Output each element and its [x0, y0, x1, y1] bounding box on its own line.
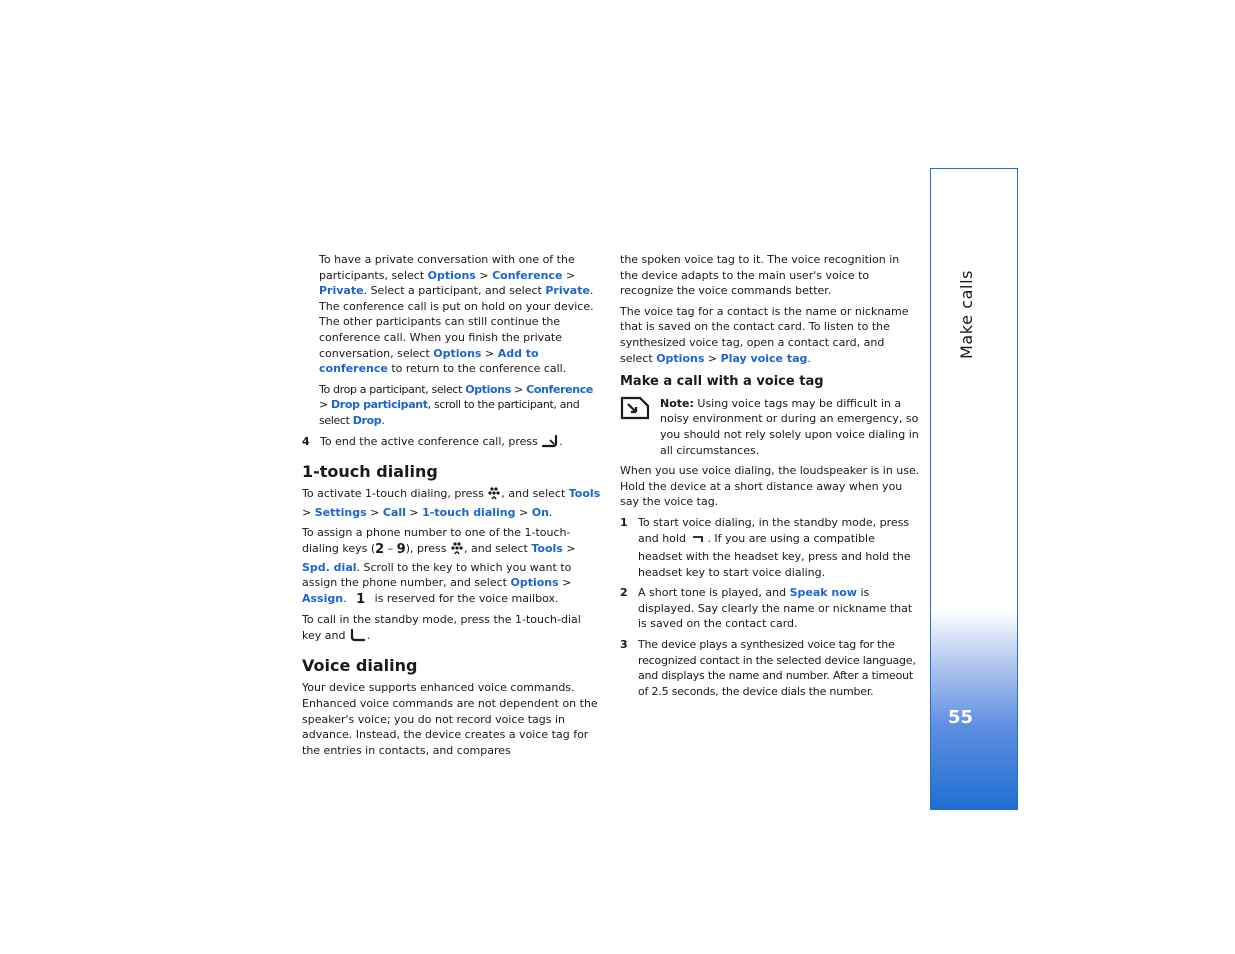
voice-dialing-heading: Voice dialing: [302, 656, 418, 676]
on-link[interactable]: On: [531, 505, 549, 519]
note-box: [620, 396, 920, 458]
left-column: [302, 252, 602, 763]
voice-recognition-paragraph: the spoken voice tag to it. The voice recognition in the device adapts to the main user's voice to recognize the voice commands better.: [620, 253, 900, 298]
text: . Scroll to the key to which you want to assign the phone number, and select: [302, 560, 572, 590]
call-key-icon: [349, 628, 367, 647]
note-icon: [620, 396, 650, 425]
step-number: 3: [620, 638, 628, 652]
text: To have a private conversation with one of the participants, select: [319, 253, 575, 282]
text: .: [366, 628, 371, 642]
settings-link[interactable]: Settings: [314, 505, 367, 519]
text: >: [562, 541, 576, 555]
options-link[interactable]: Options: [427, 268, 476, 282]
step-4: [302, 434, 602, 453]
text: is displayed. Say clearly the name or nickname that is saved on the contact card.: [638, 586, 913, 631]
voice-commands-paragraph: Your device supports enhanced voice commands. Enhanced voice commands are not dependent on the speaker's voice; you do not record voice tags in advance. Instead, the device creates a voice tag for the entries in contacts, and compares: [302, 681, 598, 757]
end-call-key-icon: [541, 434, 559, 453]
activate-one-touch-paragraph: [302, 486, 602, 520]
one-touch-dialing-link[interactable]: 1-touch dialing: [422, 505, 516, 519]
drop-participant-paragraph: [302, 382, 602, 429]
step-number: 4: [302, 434, 310, 448]
play-voice-tag-link[interactable]: Play voice tag: [720, 351, 808, 365]
step-3: [620, 637, 920, 699]
key-2-icon: 2: [375, 541, 385, 557]
text: >: [366, 505, 383, 519]
text: >: [558, 576, 572, 590]
chapter-sidebar: [930, 168, 1018, 810]
add-to-conference-link[interactable]: Add to conference: [319, 346, 539, 376]
text: >: [405, 505, 423, 519]
spd-dial-link[interactable]: Spd. dial: [302, 560, 357, 574]
options-link[interactable]: Options: [656, 351, 705, 365]
text: To start voice dialing, in the standby mode, press and hold: [638, 515, 910, 545]
assign-number-paragraph: [302, 525, 602, 607]
text: .: [807, 351, 811, 365]
text: to return to the conference call.: [387, 362, 567, 376]
text: , and select: [501, 487, 569, 501]
text: To assign a phone number to one of the 1-touch-dialing keys (: [302, 526, 571, 555]
note-label: Note:: [660, 396, 694, 410]
assign-link[interactable]: Assign: [302, 591, 344, 605]
speak-now-text: Speak now: [789, 586, 857, 600]
text: .: [548, 505, 553, 519]
step-1: [620, 515, 920, 580]
text: .: [381, 413, 385, 427]
loudspeaker-paragraph: When you use voice dialing, the loudspeaker is in use. Hold the device at a short distance away when you say the voice tag.: [620, 464, 920, 509]
text: . If you are using a compatible headset with the headset key, press and hold the headset key to start voice dialing.: [638, 531, 911, 579]
standby-call-paragraph: [302, 612, 602, 646]
text: The voice tag for a contact is the name or nickname that is saved on the contact card. To listen to the synthesized voice tag, open a contact card, and select: [620, 304, 909, 365]
text: is reserved for the voice mailbox.: [371, 591, 559, 605]
tools-link[interactable]: Tools: [531, 541, 563, 555]
menu-key-icon: [450, 541, 464, 560]
voice-tag-paragraph: [620, 304, 920, 366]
conference-link[interactable]: Conference: [492, 268, 563, 282]
menu-key-icon: [487, 486, 501, 505]
options-link[interactable]: Options: [510, 576, 559, 590]
text: .: [559, 434, 563, 448]
private-conversation-paragraph: [302, 252, 602, 377]
conference-link[interactable]: Conference: [526, 382, 594, 396]
text: >: [704, 351, 721, 365]
one-touch-dialing-heading: 1-touch dialing: [302, 462, 438, 482]
private-link[interactable]: Private: [545, 284, 590, 298]
text: A short tone is played, and: [638, 586, 790, 600]
step-2: [620, 585, 920, 632]
page-number: 55: [948, 707, 974, 728]
text: , scroll to the participant, and select: [319, 398, 580, 427]
call-link[interactable]: Call: [382, 505, 406, 519]
text: >: [475, 268, 493, 282]
step-number: 2: [620, 586, 628, 600]
text: .: [343, 591, 351, 605]
section-title: Make calls: [957, 269, 976, 359]
key-9-icon: 9: [396, 541, 406, 557]
text: , and select: [464, 541, 532, 555]
text: To call in the standby mode, press the 1-touch-dial key and: [302, 613, 581, 642]
text: . Select a participant, and select: [363, 284, 546, 298]
drop-participant-link[interactable]: Drop participant: [331, 398, 428, 412]
note-text: Using voice tags may be difficult in a noisy environment or during an emergency, so you should not rely solely upon voice dialing in all circumstances.: [660, 396, 919, 457]
text: >: [481, 346, 498, 360]
text: To drop a participant, select: [319, 382, 466, 396]
text: . The conference call is put on hold on your device. The other participants can still continue the conference call. When you finish the private conversation, select: [319, 284, 594, 360]
step-number: 1: [620, 515, 628, 529]
private-link[interactable]: Private: [319, 284, 364, 298]
key-1-icon: 1: [356, 591, 366, 607]
text: The device plays a synthesized voice tag for the recognized contact in the selected device language, and displays the name and number. After a timeout of 2.5 seconds, the device dials the number.: [638, 638, 916, 698]
text: To end the active conference call, press: [320, 434, 542, 448]
text: >: [302, 505, 315, 519]
options-link[interactable]: Options: [465, 382, 511, 396]
text: To activate 1-touch dialing, press: [302, 487, 488, 501]
options-link[interactable]: Options: [433, 346, 482, 360]
text: ), press: [405, 541, 450, 555]
text: >: [510, 382, 527, 396]
text: >: [562, 268, 576, 282]
text: >: [319, 398, 332, 412]
right-selection-key-icon: [689, 533, 707, 550]
text: >: [515, 505, 532, 519]
right-column: [620, 252, 920, 704]
drop-link[interactable]: Drop: [352, 413, 382, 427]
tools-link[interactable]: Tools: [568, 487, 601, 501]
make-call-voice-tag-heading: Make a call with a voice tag: [620, 374, 824, 390]
text: –: [384, 541, 397, 555]
